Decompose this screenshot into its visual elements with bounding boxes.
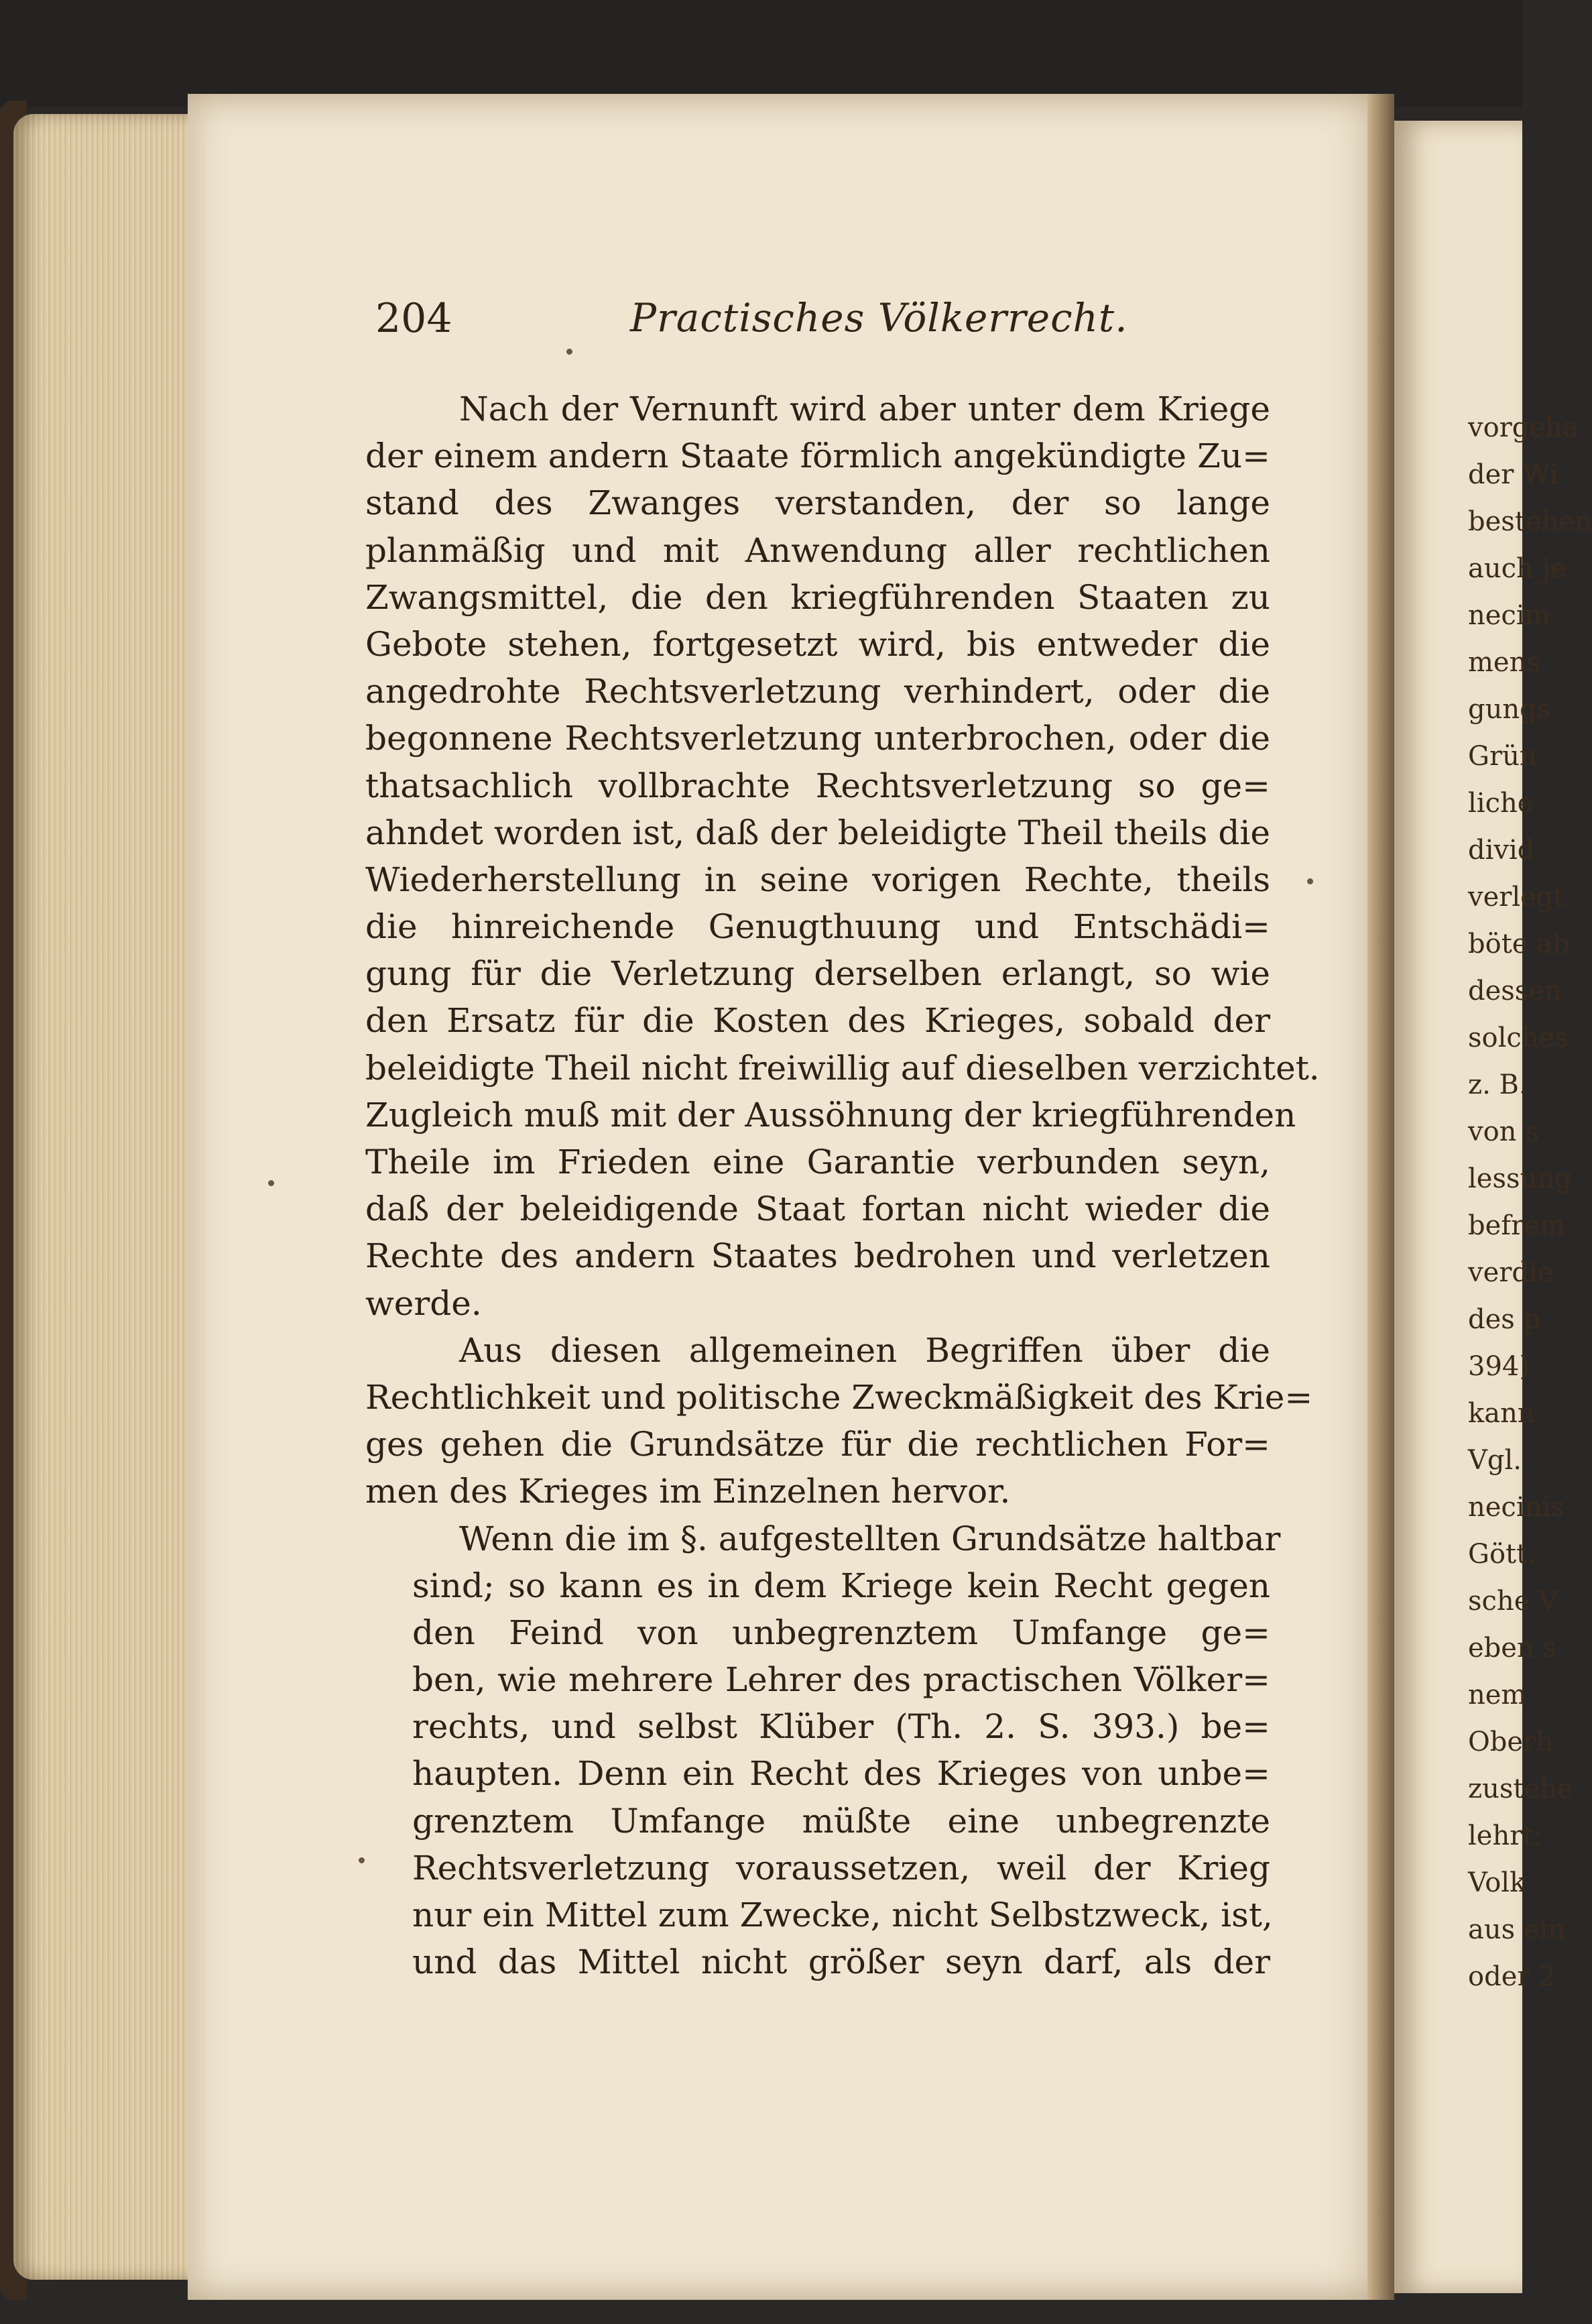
text-line: ges gehen die Grundsätze für die rechtlichen For= [365,1425,1270,1464]
paper-speck [359,1857,365,1863]
backdrop [0,0,1522,107]
text-line: Rechte des andern Staates bedrohen und verletzen [365,1236,1270,1276]
adjacent-line: auch je [1468,553,1567,584]
paper-speck [1307,878,1313,884]
adjacent-line: Oberh [1468,1727,1553,1757]
body-text [365,386,1320,1985]
page-block-edges [13,114,194,2280]
text-line: und das Mittel nicht größer seyn darf, als der [412,1942,1270,1982]
adjacent-line: verdie [1468,1257,1554,1288]
text-line: Zwangsmittel, die den kriegführenden Staaten zu [365,577,1270,617]
adjacent-line: eben s [1468,1633,1556,1664]
adjacent-line: sche V [1468,1586,1558,1617]
adjacent-line: aus ein [1468,1914,1566,1945]
paper-speck [268,1180,274,1186]
adjacent-line: 394) [1468,1351,1530,1382]
text-line: men des Krieges im Einzelnen hervor. [365,1472,1011,1511]
text-line: nur ein Mittel zum Zwecke, nicht Selbstzweck, ist, [412,1896,1273,1934]
text-line: angedrohte Rechtsverletzung verhindert, oder die [365,672,1270,711]
adjacent-line: verlegt [1468,882,1565,913]
text-line: Wenn die im §. aufgestellten Grundsätze haltbar [459,1519,1281,1558]
text-line: begonnene Rechtsverletzung unterbrochen, oder die [365,719,1270,758]
paragraph [365,1515,1281,1986]
text-line: haupten. Denn ein Recht des Krieges von unbe= [412,1754,1270,1794]
adjacent-line: oder 2 [1468,1961,1556,1992]
text-line: thatsachlich vollbrachte Rechtsverletzung so ge= [365,766,1270,805]
adjacent-line: solches [1468,1023,1569,1053]
text-line: Zugleich muß mit der Aussöhnung der kriegführenden [365,1095,1296,1135]
text-line: den Ersatz für die Kosten des Krieges, sobald der [365,1001,1270,1041]
text-line: Rechtsverletzung voraussetzen, weil der Krieg [412,1848,1270,1887]
text-line: ahndet worden ist, daß der beleidigte Theil theils die [365,813,1270,852]
paper-speck [566,349,572,355]
adjacent-line: necinis [1468,1492,1565,1523]
text-line: Wiederherstellung in seine vorigen Rechte, theils [365,860,1270,899]
page-number: 204 [375,295,452,342]
paragraph [365,1327,1313,1515]
adjacent-line: bestehen [1468,506,1592,537]
text-line: grenztem Umfange müßte eine unbegrenzte [412,1801,1270,1841]
text-line: stand des Zwanges verstanden, der so lange [365,483,1270,523]
adjacent-page [1394,121,1592,2293]
adjacent-line: von s [1468,1116,1539,1147]
adjacent-line: Gött. [1468,1539,1536,1570]
adjacent-line: vorgeha [1468,412,1579,443]
text-line: daß der beleidigende Staat fortan nicht wieder die [365,1189,1270,1229]
book-gutter [1367,94,1394,2300]
adjacent-line: mens [1468,647,1540,678]
adjacent-line: kann [1468,1398,1535,1429]
text-line: beleidigte Theil nicht freiwillig auf dieselben verzichtet. [365,1048,1320,1088]
text-line: planmäßig und mit Anwendung aller rechtlichen [365,530,1270,570]
adjacent-line: Vgl. [1468,1445,1522,1476]
adjacent-line: necim [1468,600,1550,631]
text-line: Rechtlichkeit und politische Zweckmäßigkeit des Krie= [365,1377,1313,1417]
text-line: den Feind von unbegrenztem Umfange ge= [412,1613,1270,1652]
adjacent-line: der Wi [1468,459,1558,490]
adjacent-line: liche [1468,788,1534,819]
running-title: Practisches Völkerrecht. [630,295,1128,341]
adjacent-line: befrem [1468,1210,1565,1241]
adjacent-line: gungs [1468,694,1551,725]
paragraph [365,386,1320,1327]
text-line: Nach der Vernunft wird aber unter dem Kriege [459,390,1270,428]
text-line: der einem andern Staate förmlich angekündigte Zu= [365,437,1270,476]
adjacent-line: divid [1468,835,1535,866]
text-line: ben, wie mehrere Lehrer des practischen Völker= [412,1660,1270,1700]
adjacent-line: dessen [1468,976,1562,1006]
adjacent-line: nem [1468,1680,1527,1710]
adjacent-line: böte ab [1468,929,1570,960]
text-line: gung für die Verletzung derselben erlangt, so wie [365,954,1270,994]
adjacent-line: des p [1468,1304,1541,1335]
text-line: die hinreichende Genugthuung und Entschädi= [365,907,1270,947]
text-line: Theile im Frieden eine Garantie verbunden seyn, [365,1143,1270,1181]
text-line: rechts, und selbst Klüber (Th. 2. S. 393.) be= [412,1707,1270,1747]
running-head [375,295,1280,342]
text-line: sind; so kann es in dem Kriege kein Recht gegen [412,1566,1270,1605]
text-line: Aus diesen allgemeinen Begriffen über die [459,1330,1270,1370]
text-line: Gebote stehen, fortgesetzt wird, bis entweder die [365,624,1270,664]
adjacent-line: lessung [1468,1163,1572,1194]
text-line: werde. [365,1283,482,1323]
adjacent-line: lehrt: [1468,1820,1542,1851]
adjacent-line: zustehe [1468,1774,1573,1804]
adjacent-line: Grün [1468,741,1537,772]
adjacent-line: Volk [1468,1867,1526,1898]
adjacent-line: z. B. [1468,1069,1528,1100]
